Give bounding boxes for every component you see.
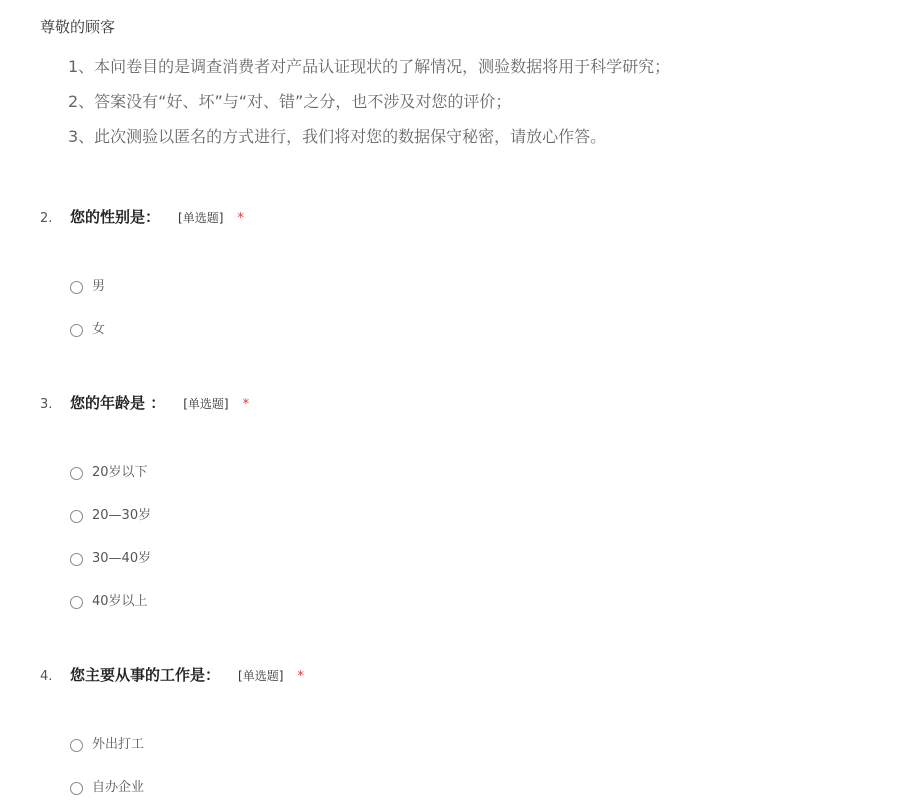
intro-item: 3、此次测验以匿名的方式进行，我们将对您的数据保守秘密，请放心作答。 <box>68 127 607 146</box>
question-title: 您主要从事的工作是： <box>70 666 221 684</box>
question-title: 您的性别是： <box>70 208 161 226</box>
option-label: 20—30岁 <box>92 508 152 523</box>
intro-list <box>68 56 670 161</box>
option-label: 女 <box>92 322 106 337</box>
option-job-migrant-work[interactable] <box>70 735 144 755</box>
radio-button[interactable] <box>70 467 83 480</box>
question-gender <box>40 206 244 228</box>
question-type-tag: [单选题] <box>183 397 229 411</box>
option-label: 自办企业 <box>92 780 145 795</box>
question-title: 您的年龄是 ： <box>70 394 166 412</box>
question-occupation <box>40 664 304 686</box>
option-label: 40岁以上 <box>92 594 148 609</box>
radio-button[interactable] <box>70 782 83 795</box>
radio-button[interactable] <box>70 553 83 566</box>
radio-button[interactable] <box>70 510 83 523</box>
radio-button[interactable] <box>70 739 83 752</box>
option-gender-female[interactable] <box>70 320 105 340</box>
option-age-under-20[interactable] <box>70 463 148 483</box>
option-job-own-business[interactable] <box>70 778 144 798</box>
option-label: 男 <box>92 279 106 294</box>
question-type-tag: [单选题] <box>238 669 284 683</box>
option-label: 20岁以下 <box>92 465 148 480</box>
radio-button[interactable] <box>70 281 83 294</box>
question-number: 4. <box>40 669 53 684</box>
radio-button[interactable] <box>70 324 83 337</box>
question-age <box>40 392 249 414</box>
option-label: 外出打工 <box>92 737 145 752</box>
intro-item: 2、答案没有“好、坏”与“对、错”之分，也不涉及对您的评价； <box>68 92 512 111</box>
option-age-over-40[interactable] <box>70 592 148 612</box>
required-asterisk: * <box>237 211 244 226</box>
intro-item: 1、本问卷目的是调查消费者对产品认证现状的了解情况，测验数据将用于科学研究； <box>68 57 671 76</box>
option-age-30-40[interactable] <box>70 549 151 569</box>
radio-button[interactable] <box>70 596 83 609</box>
option-age-20-30[interactable] <box>70 506 151 526</box>
question-number: 2. <box>40 211 53 226</box>
question-type-tag: [单选题] <box>178 211 224 225</box>
question-number: 3. <box>40 397 53 412</box>
option-label: 30—40岁 <box>92 551 152 566</box>
option-gender-male[interactable] <box>70 277 105 297</box>
required-asterisk: * <box>242 397 250 412</box>
greeting-text: 尊敬的顾客 <box>40 18 116 36</box>
required-asterisk: * <box>297 669 304 684</box>
